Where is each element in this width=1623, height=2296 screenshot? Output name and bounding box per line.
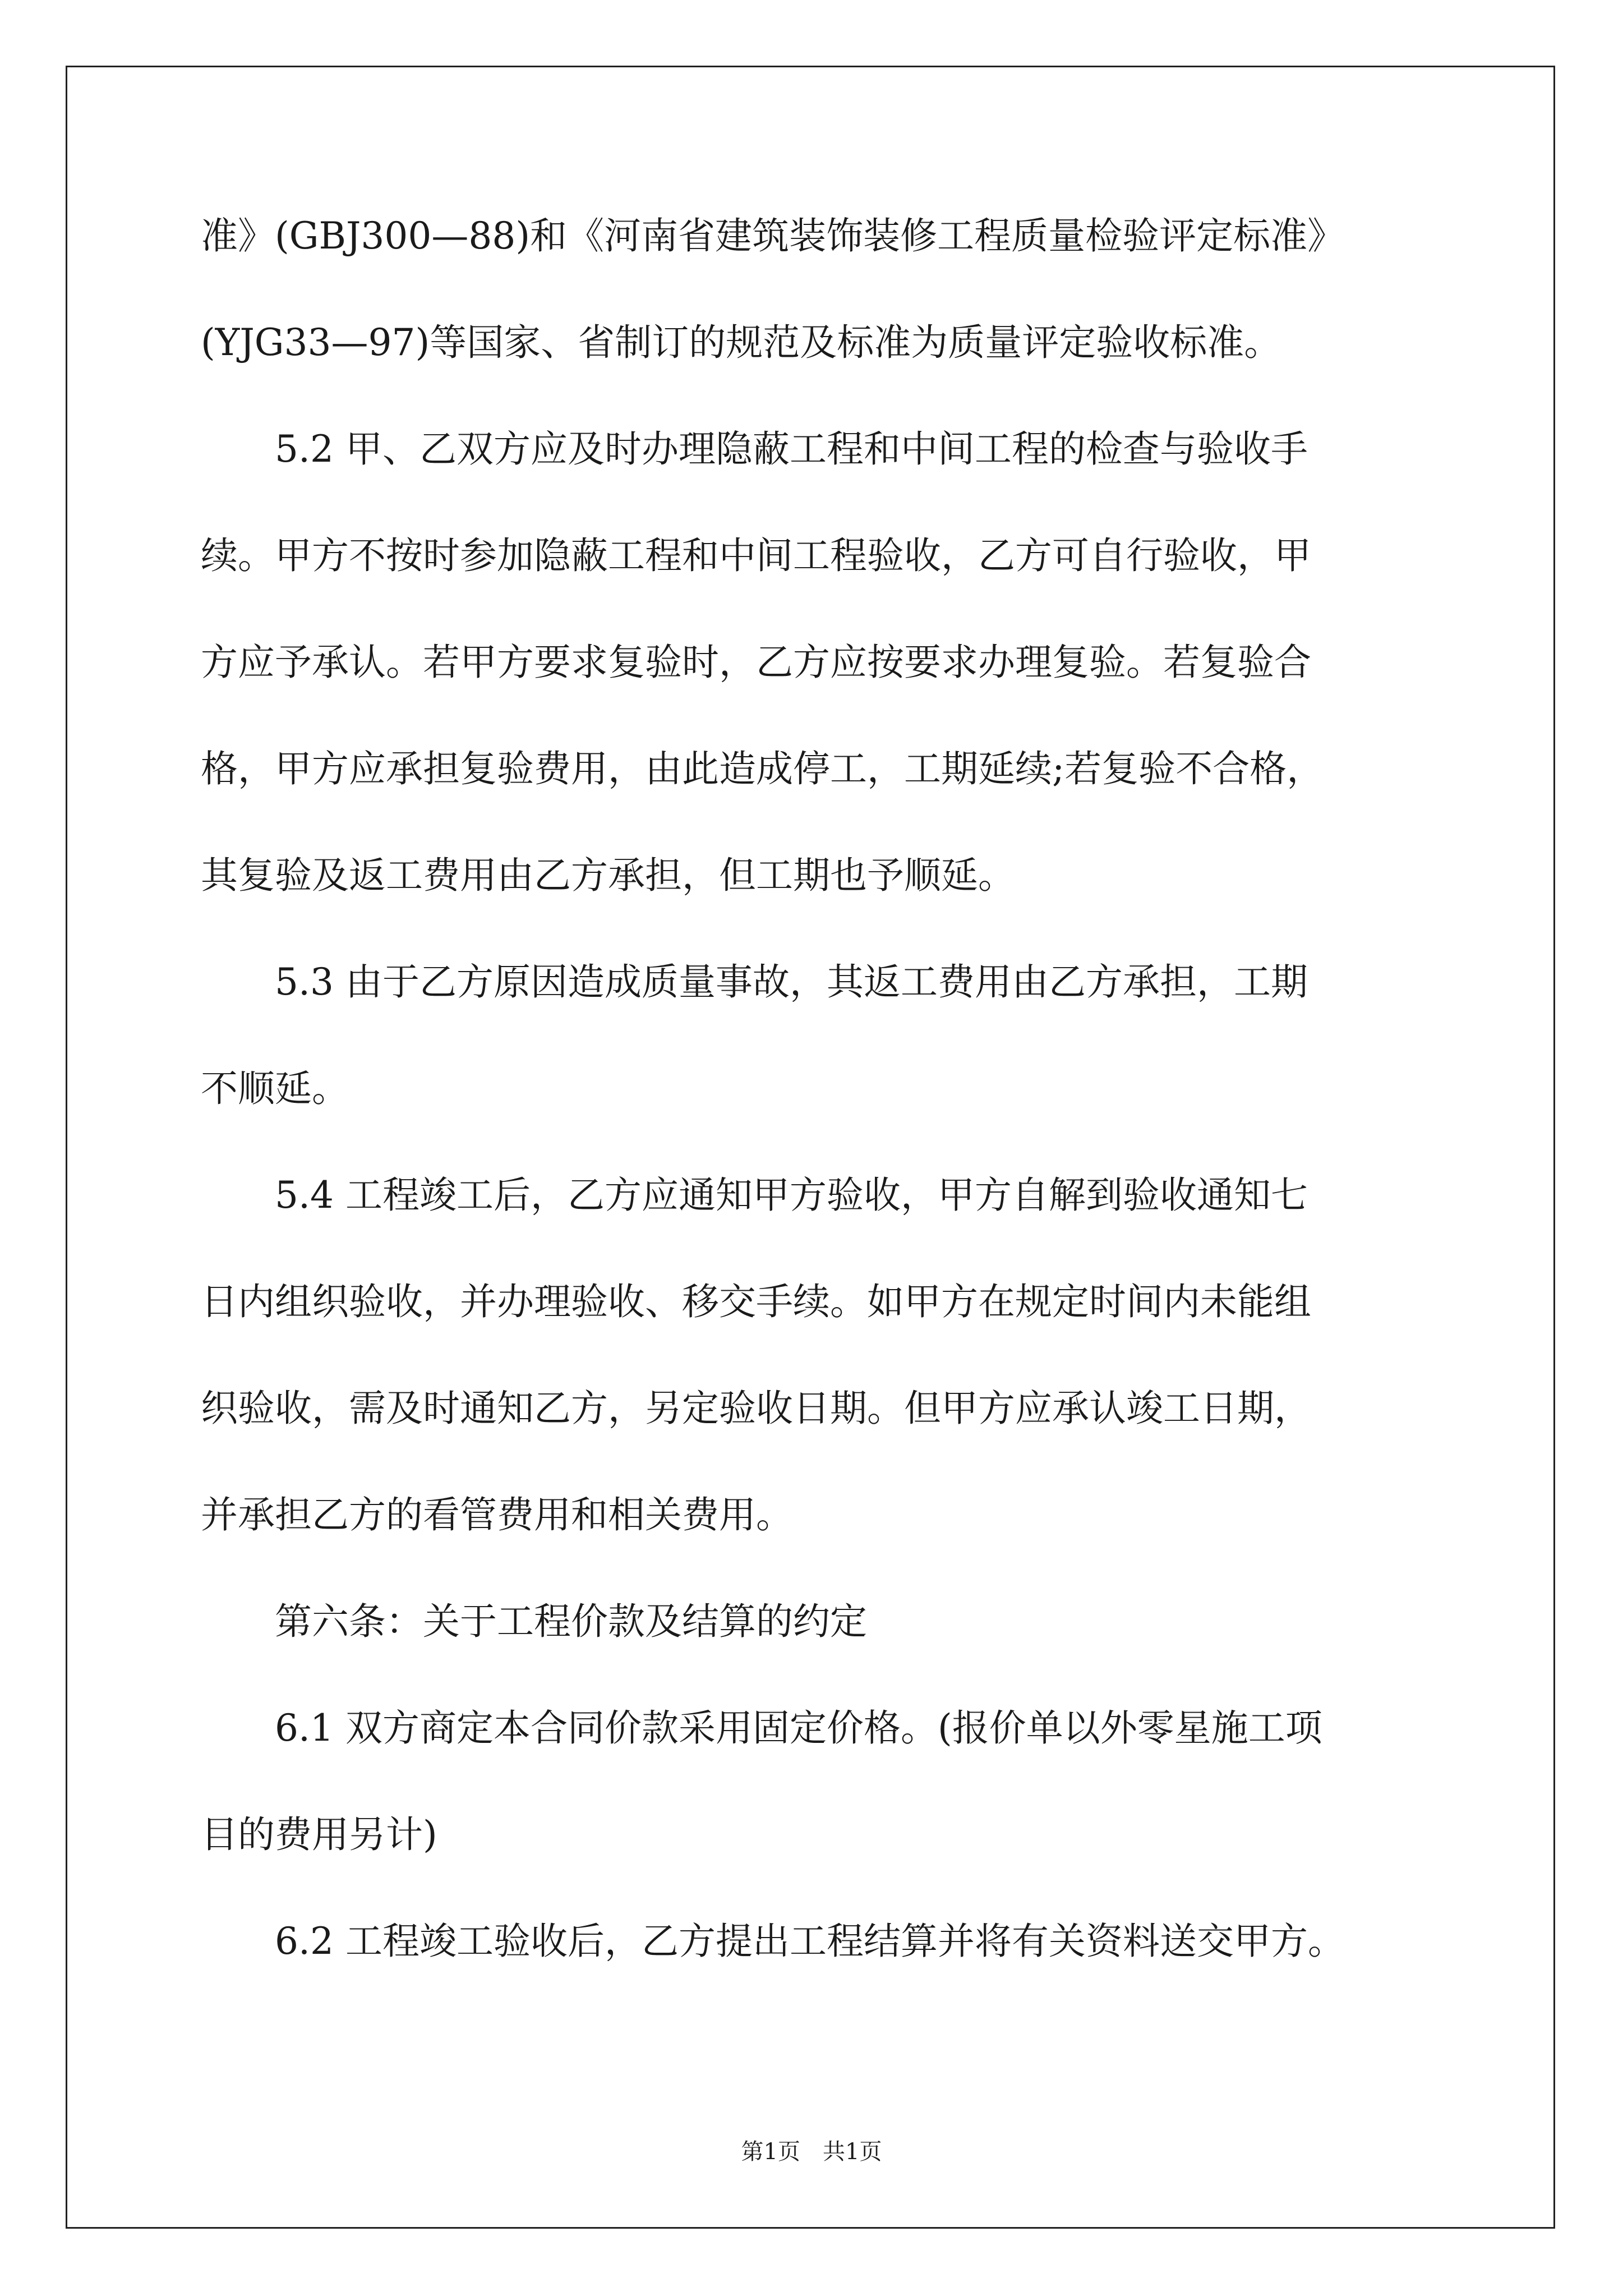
body-line: 其复验及返工费用由乙方承担，但工期也予顺延。 [201, 854, 1015, 897]
page-number: 第1页 共1页 [741, 2139, 882, 2165]
body-line: 6.2 工程竣工验收后，乙方提出工程结算并将有关资料送交甲方。 [275, 1920, 1345, 1963]
body-line: 并承担乙方的看管费用和相关费用。 [201, 1493, 793, 1536]
body-line: 续。甲方不按时参加隐蔽工程和中间工程验收，乙方可自行验收，甲 [201, 534, 1311, 577]
body-line: 5.4 工程竣工后，乙方应通知甲方验收，甲方自解到验收通知七 [275, 1174, 1308, 1217]
body-line: 5.3 由于乙方原因造成质量事故，其返工费用由乙方承担，工期 [275, 960, 1308, 1004]
body-line: 织验收，需及时通知乙方，另定验收日期。但甲方应承认竣工日期， [201, 1387, 1311, 1430]
body-line: 日内组织验收，并办理验收、移交手续。如甲方在规定时间内未能组 [201, 1280, 1311, 1323]
page-border [66, 66, 1555, 2229]
body-line: 6.1 双方商定本合同价款采用固定价格。(报价单以外零星施工项 [275, 1706, 1322, 1750]
body-line: 方应予承认。若甲方要求复验时，乙方应按要求办理复验。若复验合 [201, 641, 1311, 684]
body-line: (YJG33—97)等国家、省制订的规范及标准为质量评定验收标准。 [201, 321, 1281, 364]
body-line: 不顺延。 [201, 1067, 349, 1110]
body-line: 准》(GBJ300—88)和《河南省建筑装饰装修工程质量检验评定标准》 [201, 214, 1345, 257]
body-line: 5.2 甲、乙双方应及时办理隐蔽工程和中间工程的检查与验收手 [275, 427, 1308, 471]
section-heading: 第六条：关于工程价款及结算的约定 [275, 1600, 867, 1643]
body-line: 目的费用另计) [201, 1813, 437, 1856]
body-line: 格，甲方应承担复验费用，由此造成停工，工期延续;若复验不合格， [201, 747, 1324, 790]
